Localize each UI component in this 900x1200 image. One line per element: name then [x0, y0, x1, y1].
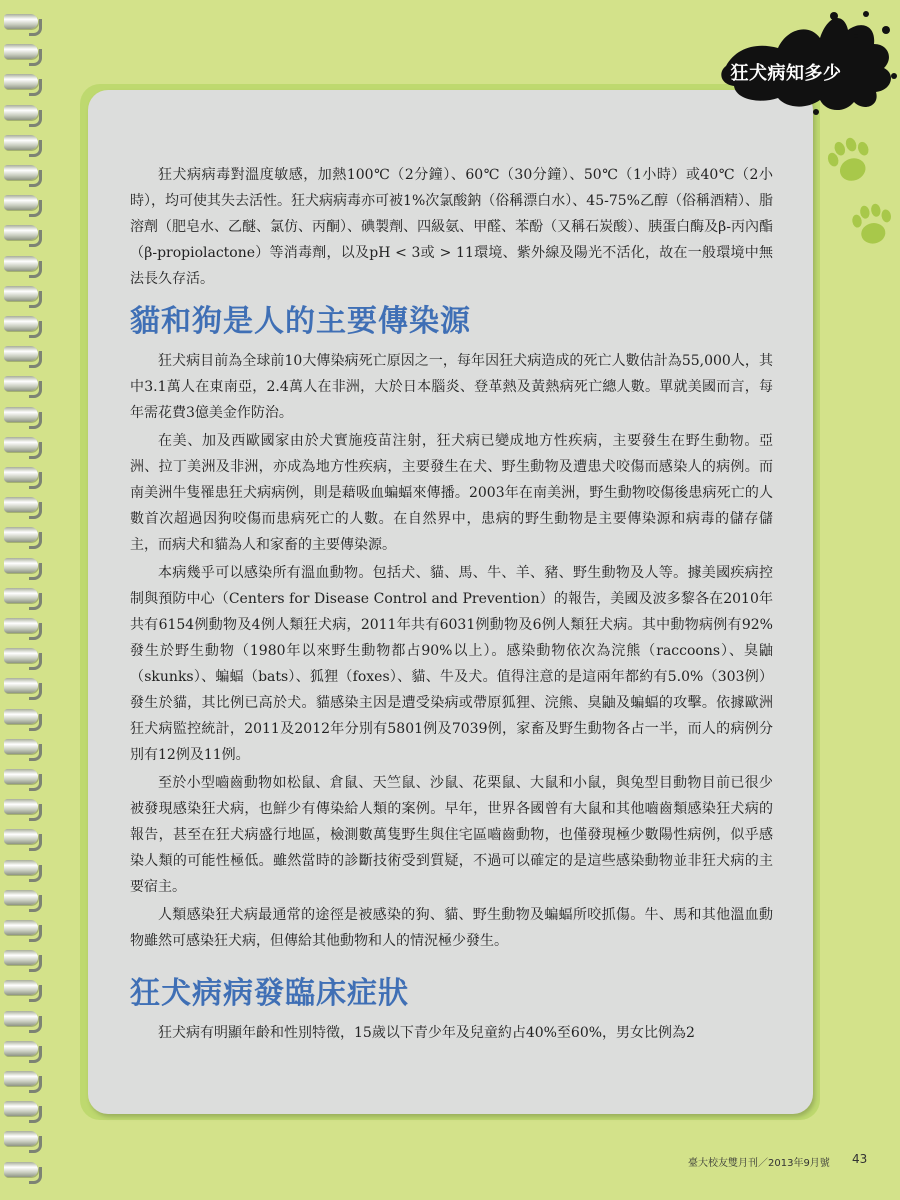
body-paragraph: 人類感染狂犬病最通常的途徑是被感染的狗、貓、野生動物及蝙蝠所咬抓傷。牛、馬和其他溫血動物雖然可感染狂犬病，但傳給其他動物和人的情況極少發生。 — [130, 907, 773, 949]
section-heading: 狂犬病病發臨床症狀 — [130, 976, 409, 1011]
binding-coil — [4, 980, 38, 995]
body-paragraph: 狂犬病目前為全球前10大傳染病死亡原因之一，每年因狂犬病造成的死亡人數估計為55,000人，其中3.1萬人在東南亞，2.4萬人在非洲，大於日本腦炎、登革熱及黃熱病死亡總人數。單就美國而言，每年需花費3億美金作防治。 — [130, 353, 773, 421]
article-body — [130, 162, 773, 1048]
binding-coil — [4, 950, 38, 965]
body-paragraph: 本病幾乎可以感染所有溫血動物。包括犬、貓、馬、牛、羊、豬、野生動物及人等。據美國疾病控制與預防中心（Centers for Disease Control and Prevention）的報告，美國及波多黎各在2010年共有6154例動物及4例人類狂犬病，2011年共有6031例動物及6例人類狂犬病。其中動物病例有92%發生於野生動物（1980年以來野生動物都占90%以上）。感染動物依次為浣熊（raccoons）、臭鼬（skunks）、蝙蝠（bats）、狐狸（foxes）、貓、牛及犬。值得注意的是這兩年都約有5.0%（303例）發生於貓，其比例已高於犬。貓感染主因是遭受染病或帶原狐狸、浣熊、臭鼬及蝙蝠的攻擊。依據歐洲狂犬病監控統計，2011及2012年分別有5801例及7039例，家畜及野生動物各占一半，而人的病例分別有12例及11例。 — [130, 565, 773, 763]
binding-coil — [4, 709, 38, 724]
binding-coil — [4, 1041, 38, 1056]
body-paragraph: 至於小型嚙齒動物如松鼠、倉鼠、天竺鼠、沙鼠、花栗鼠、大鼠和小鼠，與兔型目動物目前已很少被發現感染狂犬病，也鮮少有傳染給人類的案例。早年，世界各國曾有大鼠和其他嚙齒類感染狂犬病的報告，甚至在狂犬病盛行地區，檢測數萬隻野生與住宅區嚙齒動物，也僅發現極少數陽性病例，似乎感染人類的可能性極低。雖然當時的診斷技術受到質疑，不過可以確定的是這些感染動物並非狂犬病的主要宿主。 — [130, 775, 773, 895]
binding-coil — [4, 316, 38, 331]
binding-coil — [4, 376, 38, 391]
binding-coil — [4, 678, 38, 693]
binding-coil — [4, 286, 38, 301]
body-paragraph: 狂犬病有明顯年齡和性別特徵，15歲以下青少年及兒童約占40%至60%，男女比例為2 — [158, 1025, 695, 1041]
binding-coil — [4, 346, 38, 361]
section-heading: 貓和狗是人的主要傳染源 — [130, 304, 471, 339]
binding-coil — [4, 648, 38, 663]
binding-coil — [4, 195, 38, 210]
paw-print-icon — [822, 134, 878, 190]
binding-coil — [4, 527, 38, 542]
binding-coil — [4, 890, 38, 905]
binding-coil — [4, 1101, 38, 1116]
binding-coil — [4, 497, 38, 512]
spiral-binding — [0, 0, 60, 1200]
binding-coil — [4, 1071, 38, 1086]
binding-coil — [4, 1131, 38, 1146]
binding-coil — [4, 407, 38, 422]
binding-coil — [4, 1011, 38, 1026]
paw-print-icon — [846, 200, 898, 252]
binding-coil — [4, 588, 38, 603]
binding-coil — [4, 1162, 38, 1177]
binding-coil — [4, 225, 38, 240]
binding-coil — [4, 14, 38, 29]
publication-footer: 臺大校友雙月刊／2013年9月號 — [688, 1158, 830, 1169]
binding-coil — [4, 920, 38, 935]
binding-coil — [4, 799, 38, 814]
binding-coil — [4, 256, 38, 271]
binding-coil — [4, 44, 38, 59]
binding-coil — [4, 739, 38, 754]
binding-coil — [4, 769, 38, 784]
page-number: 43 — [852, 1152, 868, 1166]
intro-paragraph: 狂犬病病毒對溫度敏感，加熱100℃（2分鐘）、60℃（30分鐘）、50℃（1小時）或40℃（2小時），均可使其失去活性。狂犬病病毒亦可被1%次氯酸鈉（俗稱漂白水）、45-75%乙醇（俗稱酒精）、脂溶劑（肥皂水、乙醚、氯仿、丙酮）、碘製劑、四級氨、甲醛、苯酚（又稱石炭酸）、胰蛋白酶及β-丙內酯（β-propiolactone）等消毒劑，以及pH < 3或 > 11環境、紫外線及陽光不活化，故在一般環境中無法長久存活。 — [130, 167, 773, 287]
binding-coil — [4, 558, 38, 573]
binding-coil — [4, 74, 38, 89]
binding-coil — [4, 860, 38, 875]
binding-coil — [4, 829, 38, 844]
binding-coil — [4, 437, 38, 452]
binding-coil — [4, 105, 38, 120]
section-badge-title: 狂犬病知多少 — [730, 63, 842, 84]
body-paragraph: 在美、加及西歐國家由於犬實施疫苗注射，狂犬病已變成地方性疾病，主要發生在野生動物。亞洲、拉丁美洲及非洲，亦成為地方性疾病，主要發生在犬、野生動物及遭患犬咬傷而感染人的病例。而南美洲牛隻罹患狂犬病病例，則是藉吸血蝙蝠來傳播。2003年在南美洲，野生動物咬傷後患病死亡的人數首次超過因狗咬傷而患病死亡的人數。在自然界中，患病的野生動物是主要傳染源和病毒的儲存儲主，而病犬和貓為人和家畜的主要傳染源。 — [130, 433, 773, 553]
binding-coil — [4, 467, 38, 482]
binding-coil — [4, 618, 38, 633]
binding-coil — [4, 165, 38, 180]
binding-coil — [4, 135, 38, 150]
